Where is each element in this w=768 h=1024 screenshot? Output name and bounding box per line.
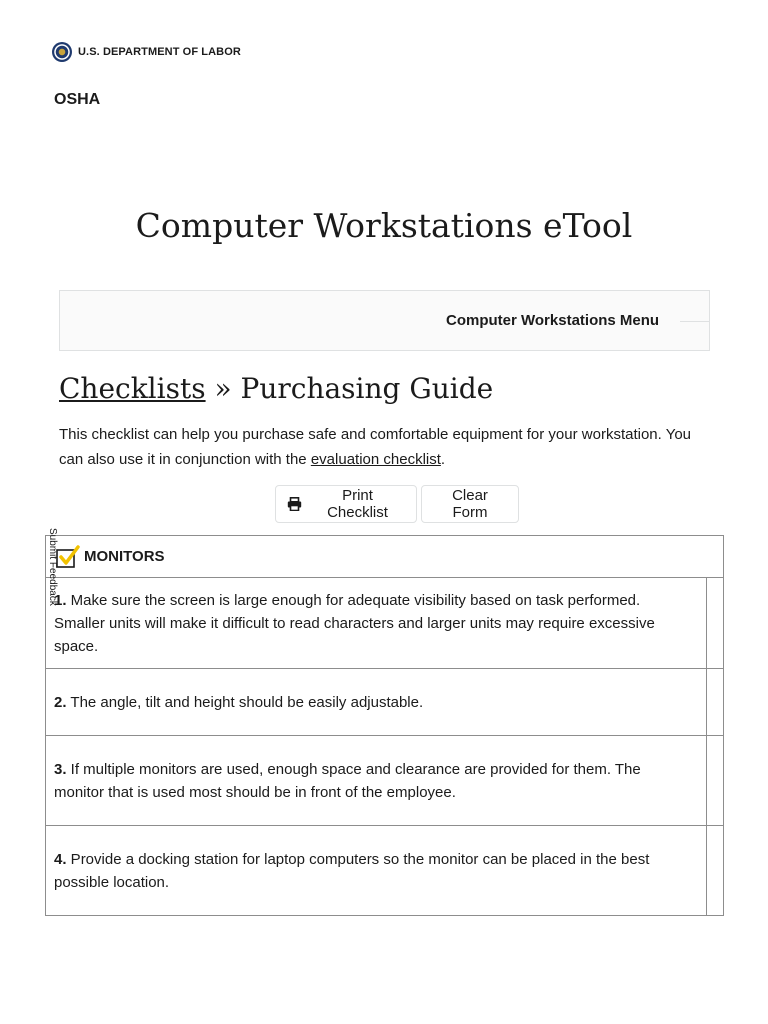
dol-seal-icon bbox=[52, 42, 72, 62]
page-title: Computer Workstations eTool bbox=[135, 206, 633, 245]
item-answer-cell[interactable] bbox=[706, 736, 723, 825]
clear-form-label: Clear Form bbox=[452, 487, 488, 521]
item-number: 3. bbox=[54, 760, 67, 778]
checklist-item bbox=[46, 669, 723, 736]
checklist-item bbox=[46, 826, 723, 916]
checklist-item bbox=[46, 578, 723, 669]
item-number: 1. bbox=[54, 591, 67, 609]
submit-feedback-tab[interactable]: Submit Feedback bbox=[47, 528, 58, 606]
printer-icon bbox=[287, 497, 302, 511]
intro-paragraph bbox=[59, 422, 709, 472]
item-text bbox=[54, 691, 423, 714]
section-title: Purchasing Guide bbox=[240, 372, 494, 405]
print-checklist-button[interactable] bbox=[275, 485, 417, 523]
item-text bbox=[54, 758, 693, 804]
checklist-header bbox=[46, 535, 723, 578]
item-answer-cell[interactable] bbox=[706, 578, 723, 668]
menu-toggle-button[interactable]: Computer Workstations Menu bbox=[446, 312, 660, 329]
side-menu-bar bbox=[59, 290, 710, 351]
clear-form-button[interactable] bbox=[421, 485, 519, 523]
checklist-title: MONITORS bbox=[84, 548, 165, 565]
print-checklist-label: Print Checklist bbox=[327, 487, 388, 521]
item-answer-cell[interactable] bbox=[706, 826, 723, 915]
item-text bbox=[54, 848, 693, 894]
item-text bbox=[54, 589, 693, 658]
item-number: 4. bbox=[54, 850, 67, 868]
agency-name[interactable]: OSHA bbox=[54, 91, 101, 108]
department-label: U.S. DEPARTMENT OF LABOR bbox=[78, 46, 241, 58]
item-answer-cell[interactable] bbox=[706, 669, 723, 735]
breadcrumb-separator: » bbox=[205, 372, 241, 405]
agency-banner bbox=[52, 42, 241, 62]
intro-end: . bbox=[440, 451, 446, 468]
item-number: 2. bbox=[54, 693, 67, 711]
menu-divider bbox=[680, 321, 710, 322]
item-description: If multiple monitors are used, enough space and clearance are provided for them. The monitor that is used most should be in front of the employee. bbox=[54, 760, 641, 801]
item-description: Make sure the screen is large enough for adequate visibility based on task performed. Smaller units will make it difficult to read characters and larger units may require excessive space. bbox=[54, 591, 655, 655]
section-heading bbox=[59, 372, 493, 405]
checklists-link[interactable]: Checklists bbox=[59, 372, 206, 405]
checklist-item bbox=[46, 736, 723, 826]
item-description: Provide a docking station for laptop computers so the monitor can be placed in the best possible location. bbox=[54, 850, 650, 891]
intro-text: This checklist can help you purchase safe and comfortable equipment for your workstation. You can also use it in conjunction with the bbox=[59, 426, 692, 468]
monitors-checklist bbox=[45, 535, 724, 916]
evaluation-checklist-link[interactable]: evaluation checklist bbox=[310, 451, 441, 468]
item-description: The angle, tilt and height should be easily adjustable. bbox=[66, 693, 424, 711]
